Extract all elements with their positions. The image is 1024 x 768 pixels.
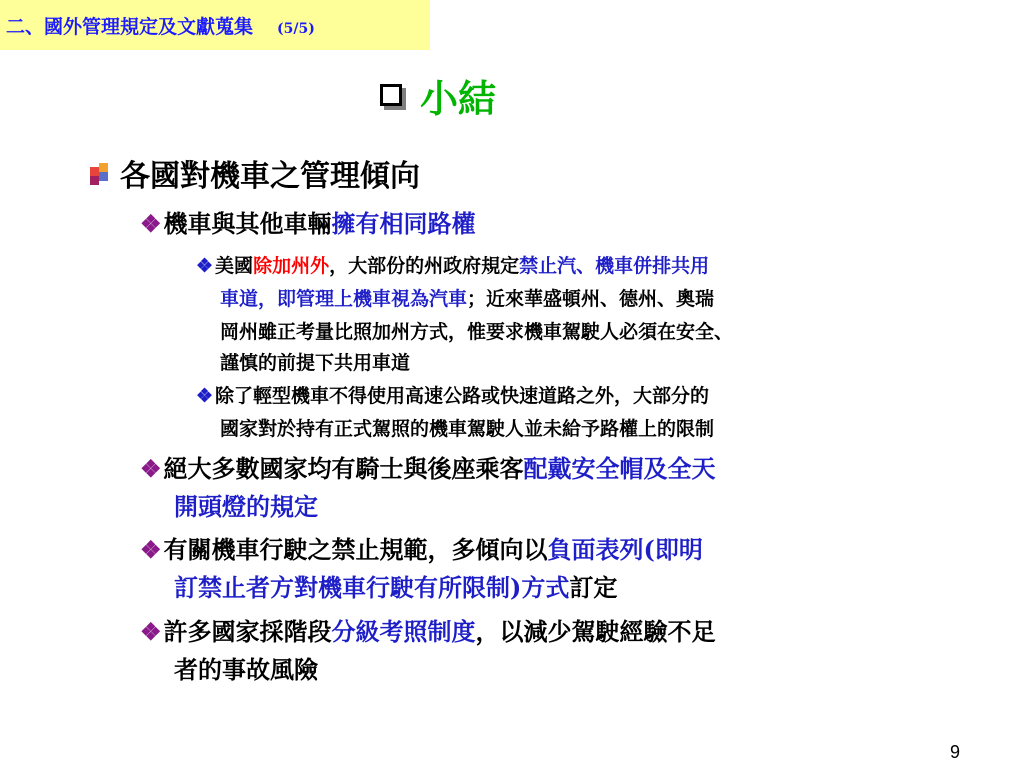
- page-number: 9: [949, 742, 960, 762]
- diamond-bullet-icon: ❖: [140, 209, 162, 238]
- bullet-3-text: 有關機車行駛之禁止規範，多傾向以: [163, 535, 548, 564]
- heading-text: 各國對機車之管理傾向: [120, 159, 420, 194]
- sub-bullet-2-text: 除了輕型機車不得使用高速公路或快速道路之外，大部分的: [215, 385, 710, 407]
- bullet-1: [140, 209, 476, 238]
- diamond-bullet-icon: ❖: [140, 454, 162, 483]
- bullet-4-tail: ，以減少駕駛經驗不足: [475, 617, 716, 646]
- sub-bullet-1-line-1: [196, 257, 709, 276]
- sub-bullet-1-blue: 車道，即管理上機車視為汽車: [220, 288, 468, 310]
- sub-bullet-1-text: 美國: [215, 255, 254, 277]
- slide-title: [380, 77, 497, 121]
- diamond-bullet-icon: ❖: [196, 385, 214, 407]
- sub-bullet-1-text: ，大部份的州政府規定: [329, 255, 520, 277]
- bullet-4-emphasis: 分級考照制度: [331, 617, 476, 646]
- bullet-3-tail: 訂定: [569, 573, 618, 602]
- sub-bullet-1-text: ；近來華盛頓州、德州、奧瑞: [467, 288, 715, 310]
- section-title: 二、國外管理規定及文獻蒐集: [6, 16, 254, 38]
- diamond-bullet-icon: ❖: [140, 617, 162, 646]
- sub-bullet-1-line-4: 謹慎的前提下共用車道: [220, 352, 411, 374]
- slide-title-text: 小結: [420, 77, 497, 121]
- bullet-2-text: 絕大多數國家均有騎士與後座乘客: [163, 454, 524, 483]
- level1-heading: [90, 159, 420, 194]
- bullet-1-emphasis: 擁有相同路權: [331, 209, 476, 238]
- sub-bullet-2-line-1: [196, 387, 709, 406]
- diamond-bullet-icon: ❖: [140, 535, 162, 564]
- bullet-1-text: 機車與其他車輛: [163, 209, 332, 238]
- colored-squares-icon: [90, 163, 116, 189]
- bullet-3-emphasis: 訂禁止者方對機車行駛有所限制)方式: [174, 573, 570, 602]
- sub-bullet-1-red: 除加州外: [253, 255, 330, 277]
- sub-bullet-1-line-3: 岡州雖正考量比照加州方式，惟要求機車駕駛人必須在安全、: [220, 321, 734, 343]
- section-banner: [0, 0, 430, 50]
- diamond-bullet-icon: ❖: [196, 255, 214, 277]
- hollow-square-icon: [380, 84, 402, 106]
- sub-bullet-1-blue: 禁止汽、機車併排共用: [519, 255, 710, 277]
- bullet-2-line-1: [140, 454, 716, 483]
- sub-bullet-2-line-2: 國家對於持有正式駕照的機車駕駛人並未給予路權上的限制: [220, 418, 715, 440]
- bullet-4-line-1: [140, 617, 716, 646]
- bullet-3-line-1: [140, 535, 703, 564]
- section-page-fraction: (5/5): [277, 21, 315, 37]
- bullet-3-line-2: [174, 573, 618, 602]
- bullet-3-emphasis: 負面表列(即明: [547, 535, 703, 564]
- bullet-4-text: 許多國家採階段: [163, 617, 332, 646]
- bullet-2-line-2: 開頭燈的規定: [174, 492, 318, 521]
- bullet-4-line-2: 者的事故風險: [174, 655, 318, 684]
- sub-bullet-1-line-2: [220, 290, 714, 309]
- bullet-2-emphasis: 配戴安全帽及全天: [523, 454, 716, 483]
